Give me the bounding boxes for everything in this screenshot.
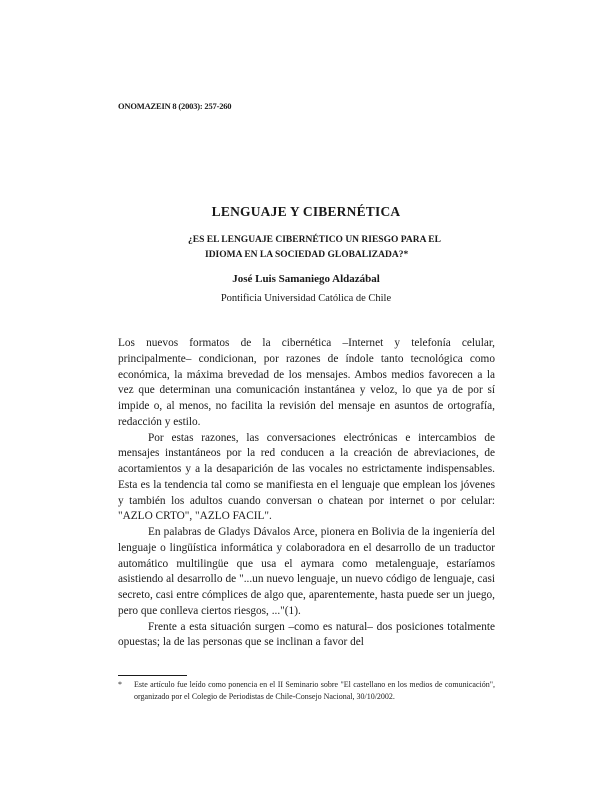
footnote-rule [118,675,187,676]
article-subtitle [188,233,495,262]
footnote-mark: * [118,680,122,689]
article-title: LENGUAJE Y CIBERNÉTICA [211,204,401,219]
subtitle-line-2: IDIOMA EN LA SOCIEDAD GLOBALIZADA?* [205,249,409,260]
author-affiliation: Pontificia Universidad Católica de Chile [220,293,392,304]
paragraph: En palabras de Gladys Dávalos Arce, pionera en Bolivia de la ingeniería del lenguaje o lingüística informática y colaboradora en el desarrollo de un traductor automático multilingüe que usa el aymara como metalenguaje, estaríamos asistiendo al desarrollo de "...un nuevo lenguaje, un nuevo código de lenguaje, casi secreto, casi entre cómplices de algo que, aparentemente, hasta puede ser un juego, pero que conlleva ciertos riesgos, ..."(1). [118,526,495,617]
author-name: José Luis Samaniego Aldazábal [232,273,380,285]
footnote [118,679,495,702]
journal-reference: ONOMAZEIN 8 (2003): 257-260 [118,101,232,111]
body-text [118,336,495,651]
subtitle-line-1: ¿ES EL LENGUAJE CIBERNÉTICO UN RIESGO PARA EL [188,235,441,245]
paragraph: Por estas razones, las conversaciones electrónicas e intercambios de mensajes instantáneos por la red conducen a la creación de abreviaciones, de acortamientos y a la desaparición de las vocales no estrictamente indispensables. Esta es la tendencia tal como se manifiesta en el lenguaje que emplean los jóvenes y también los adultos cuando conversan o chatean por internet o por celular: "AZLO CRTO", "AZLO FACIL". [118,431,495,523]
paragraph: Frente a esta situación surgen –como es natural– dos posiciones totalmente opuestas; la de las personas que se inclinan a favor del [118,620,495,649]
footnote-text: Este artículo fue leído como ponencia en el II Seminario sobre "El castellano en los medios de comunicación", organizado por el Colegio de Periodistas de Chile-Consejo Nacional, 30/10/2002. [134,680,495,701]
paragraph: Los nuevos formatos de la cibernética –Internet y telefonía celular, principalmente– condicionan, por razones de índole tanto tecnológica como económica, la máxima brevedad de los mensajes. Ambos medios favorecen a la vez que determinan una comunicación instantánea y veloz, lo que ya de por sí impide o, al menos, no facilita la revisión del mensaje en asuntos de ortografía, redacción y estilo. [118,337,495,428]
